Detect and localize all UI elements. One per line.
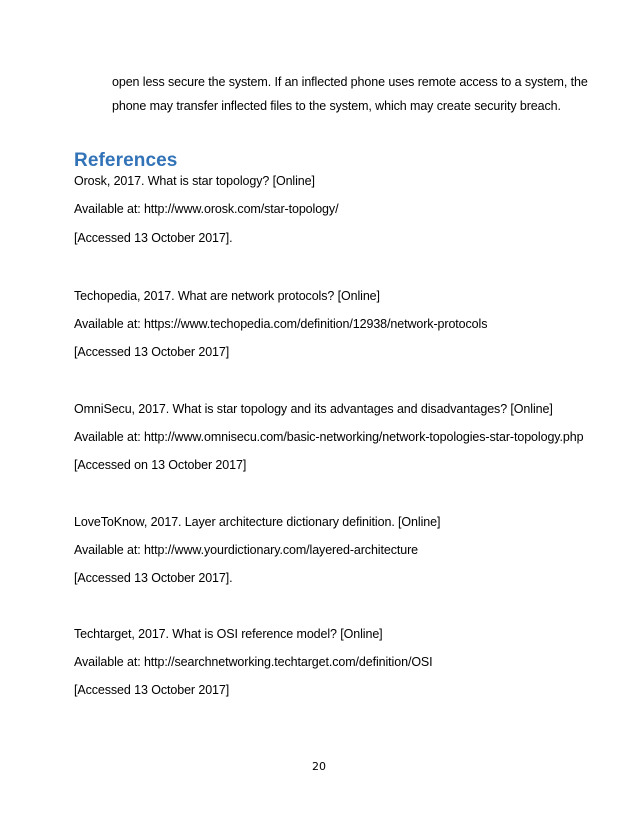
reference-3-accessed: [Accessed on 13 October 2017] xyxy=(74,458,247,472)
reference-4-available: Available at: http://www.yourdictionary.com/layered-architecture xyxy=(74,543,418,557)
reference-3-title: OmniSecu, 2017. What is star topology and its advantages and disadvantages? [Online] xyxy=(74,402,553,416)
reference-5-available: Available at: http://searchnetworking.techtarget.com/definition/OSI xyxy=(74,655,433,669)
intro-line-1: open less secure the system. If an inflected phone uses remote access to a system, the xyxy=(112,75,588,89)
reference-2-available: Available at: https://www.techopedia.com/definition/12938/network-protocols xyxy=(74,317,488,331)
reference-1-available: Available at: http://www.orosk.com/star-topology/ xyxy=(74,202,339,216)
reference-3-available: Available at: http://www.omnisecu.com/basic-networking/network-topologies-star-topology.php xyxy=(74,430,584,444)
reference-5-accessed: [Accessed 13 October 2017] xyxy=(74,683,230,697)
page-number: 20 xyxy=(312,760,326,773)
reference-2-accessed: [Accessed 13 October 2017] xyxy=(74,345,230,359)
reference-4-title: LoveToKnow, 2017. Layer architecture dictionary definition. [Online] xyxy=(74,515,441,529)
reference-1-title: Orosk, 2017. What is star topology? [Online] xyxy=(74,174,315,188)
intro-paragraph xyxy=(112,70,588,118)
reference-1-accessed: [Accessed 13 October 2017]. xyxy=(74,231,233,245)
reference-4-accessed: [Accessed 13 October 2017]. xyxy=(74,571,233,585)
references-heading: References xyxy=(74,150,178,171)
reference-5-title: Techtarget, 2017. What is OSI reference model? [Online] xyxy=(74,627,383,641)
reference-2-title: Techopedia, 2017. What are network protocols? [Online] xyxy=(74,289,380,303)
intro-line-2: phone may transfer inflected files to the system, which may create security breach. xyxy=(112,99,561,113)
